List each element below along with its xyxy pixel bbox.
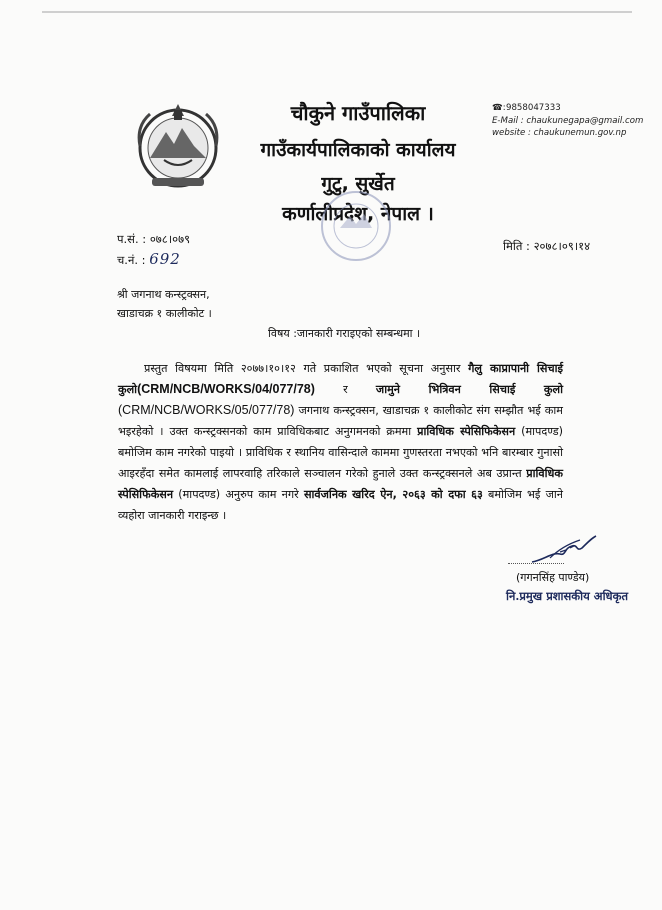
signature-image [530, 530, 600, 566]
header-province: कर्णालीप्रदेश, नेपाल । [282, 203, 434, 225]
contact-phone: 9858047333 [506, 103, 561, 113]
header-office: गाउँकार्यपालिकाको कार्यालय [260, 139, 456, 161]
letter-body [118, 358, 563, 526]
technical-spec-2: प्राविधिक स्पेसिफिकेसन [118, 467, 563, 501]
procurement-act: सार्वजनिक खरिद ऐन, २०६३ को दफा ६३ [303, 488, 483, 501]
top-border [42, 11, 632, 13]
body-text-4: (मापदण्ड) बमोजिम काम नगरेको पाइयो । प्राविधिक र स्थानिय वासिन्दाले काममा गुणस्तरता नभएको भनि बारम्बार गुनासो आइरहँदा समेत कामलाई लापरवाहि तरिकाले सञ्चालन गरेको हुनाले उक्त कन्स्ट्रक्सनले अब उप्रान्त [118, 425, 564, 480]
ps-value: ०७८।०७९ [149, 232, 191, 246]
body-text-6: बमोजिम भई जाने व्यहोरा जानकारी गराइन्छ । [118, 488, 563, 522]
body-text-2: र [343, 383, 348, 396]
reference-cn [117, 250, 181, 268]
letter-subject: विषय :जानकारी गराइएको सम्बन्धमा । [268, 327, 421, 340]
technical-spec-1: प्राविधिक स्पेसिफिकेसन [417, 425, 516, 438]
cn-label: च.नं. : [117, 253, 146, 267]
reference-ps [117, 232, 190, 247]
letter-date: मिति : २०७८।०९।१४ [503, 239, 591, 253]
project-name-2: जामुने भित्रिवन सिचाई कुलो [375, 383, 563, 396]
project-code-1: (CRM/NCB/WORKS/04/077/78) [137, 382, 315, 396]
contact-block [492, 102, 643, 140]
contact-email: E-Mail : chaukunegapa@gmail.com [492, 115, 644, 126]
cn-value: 692 [149, 250, 181, 268]
phone-icon: ☎: [492, 103, 506, 113]
project-code-2: (CRM/NCB/WORKS/05/077/78) [118, 403, 295, 417]
ps-label: प.सं. : [117, 232, 147, 246]
body-text-5: (मापदण्ड) अनुरुप काम नगरे [178, 488, 299, 501]
project-name-1: गैलु काप्रापानी सिचाई कुलो [118, 362, 563, 396]
signature-line [508, 563, 564, 564]
office-seal-stamp [318, 188, 394, 264]
addressee-address: खाडाचक्र १ कालीकोट । [117, 307, 212, 320]
contact-website: website : chaukunemun.gov.np [492, 128, 627, 138]
body-text-3: जगनाथ कन्स्ट्रक्सन, खाडाचक्र १ कालीकोट संग सम्झौत भई काम भइरहेको । उक्त कन्स्ट्रक्सनको काम प्राविधिकबाट अनुगमनको क्रममा [118, 404, 563, 438]
signatory-name: (गगनसिंह पाण्डेय) [516, 571, 590, 584]
body-text-1: प्रस्तुत विषयमा मिति २०७७।१०।१२ गते प्रकाशित भएको सूचना अनुसार [144, 362, 461, 375]
header-location: गुटु, सुर्खेत [321, 173, 395, 195]
nepal-emblem-icon [134, 96, 222, 192]
signatory-title: नि.प्रमुख प्रशासकीय अधिकृत [506, 589, 629, 603]
header-municipality: चौकुने गाउँपालिका [290, 101, 426, 125]
addressee-name: श्री जगनाथ कन्स्ट्रक्सन, [117, 288, 210, 301]
